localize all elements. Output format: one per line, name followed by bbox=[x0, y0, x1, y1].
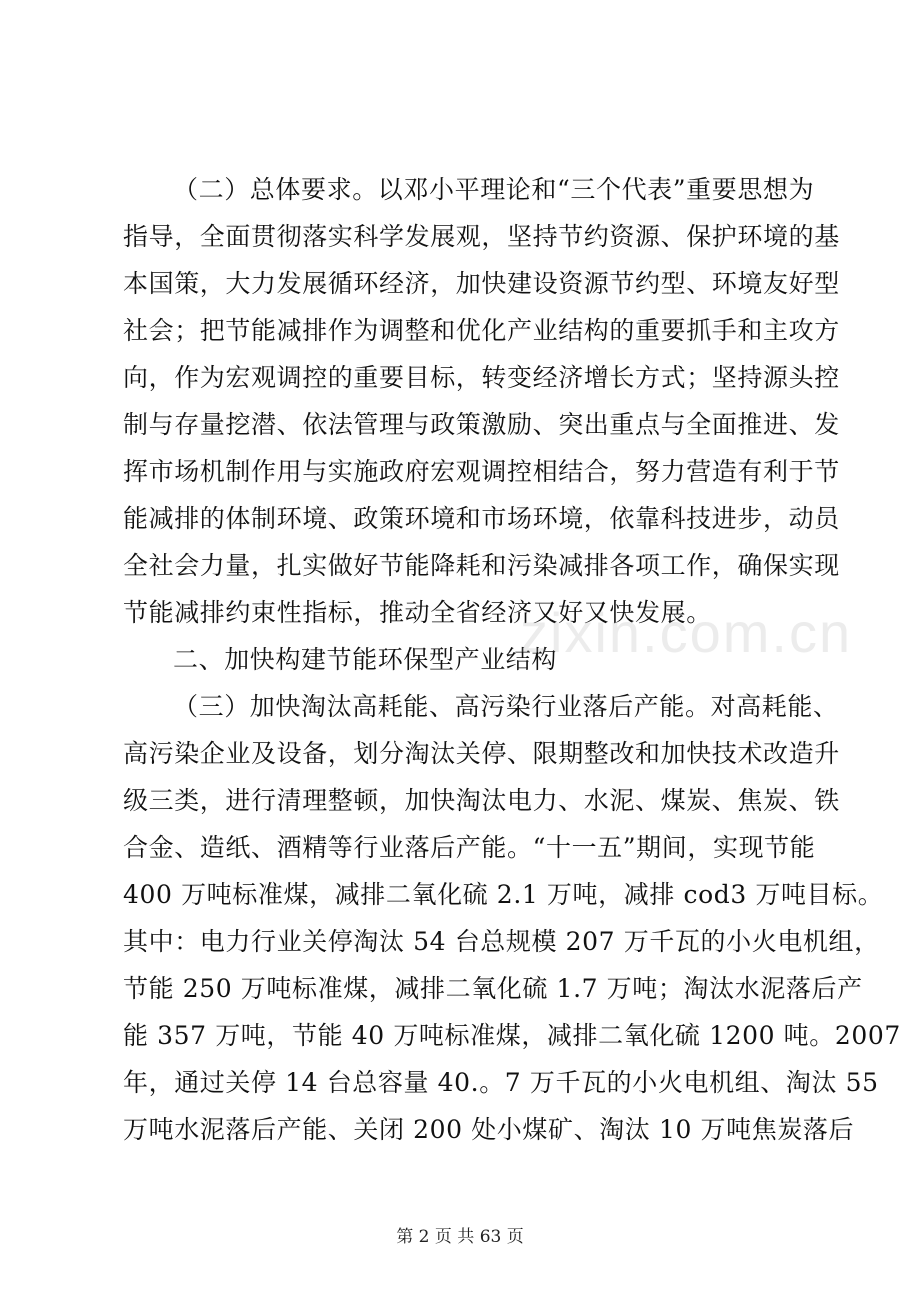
paragraph-line: 社会；把节能减排作为调整和优化产业结构的重要抓手和主攻方 bbox=[123, 316, 840, 345]
section-heading: 二、加快构建节能环保型产业结构 bbox=[173, 645, 558, 674]
paragraph-line: 全社会力量，扎实做好节能降耗和污染减排各项工作，确保实现 bbox=[123, 551, 840, 580]
page-number-footer: 第 2 页 共 63 页 bbox=[396, 1227, 524, 1247]
paragraph-line: 级三类，进行清理整顿，加快淘汰电力、水泥、煤炭、焦炭、铁 bbox=[123, 786, 840, 815]
watermark: zixin.com.cn bbox=[520, 601, 853, 664]
paragraph-line: （三）加快淘汰高耗能、高污染行业落后产能。对高耗能、 bbox=[173, 692, 839, 721]
paragraph-line: 400 万吨标准煤，减排二氧化硫 2.1 万吨，减排 cod3 万吨目标。 bbox=[123, 880, 884, 909]
paragraph-line: 节能 250 万吨标准煤，减排二氧化硫 1.7 万吨；淘汰水泥落后产 bbox=[123, 974, 863, 1003]
paragraph-line: 高污染企业及设备，划分淘汰关停、限期整改和加快技术改造升 bbox=[123, 739, 840, 768]
paragraph-line: 万吨水泥落后产能、关闭 200 处小煤矿、淘汰 10 万吨焦炭落后 bbox=[123, 1115, 855, 1144]
paragraph-line: 挥市场机制作用与实施政府宏观调控相结合，努力营造有利于节 bbox=[123, 457, 840, 486]
paragraph-line: 其中：电力行业关停淘汰 54 台总规模 207 万千瓦的小火电机组， bbox=[123, 927, 880, 956]
paragraph-line: 能减排的体制环境、政策环境和市场环境，依靠科技进步，动员 bbox=[123, 504, 840, 533]
paragraph-line: 制与存量挖潜、依法管理与政策激励、突出重点与全面推进、发 bbox=[123, 410, 840, 439]
paragraph-line: 能 357 万吨，节能 40 万吨标准煤，减排二氧化硫 1200 吨。2007 bbox=[123, 1021, 901, 1050]
paragraph-line: 指导，全面贯彻落实科学发展观，坚持节约资源、保护环境的基 bbox=[123, 222, 840, 251]
paragraph-line: 节能减排约束性指标，推动全省经济又好又快发展。 bbox=[123, 598, 712, 627]
paragraph-line: 向，作为宏观调控的重要目标，转变经济增长方式；坚持源头控 bbox=[123, 363, 840, 392]
paragraph-line: 本国策，大力发展循环经济，加快建设资源节约型、环境友好型 bbox=[123, 269, 840, 298]
paragraph-line: （二）总体要求。以邓小平理论和“三个代表”重要思想为 bbox=[173, 175, 815, 204]
paragraph-line: 年，通过关停 14 台总容量 40.。7 万千瓦的小火电机组、淘汰 55 bbox=[123, 1068, 879, 1097]
paragraph-line: 合金、造纸、酒精等行业落后产能。“十一五”期间，实现节能 bbox=[123, 833, 816, 862]
